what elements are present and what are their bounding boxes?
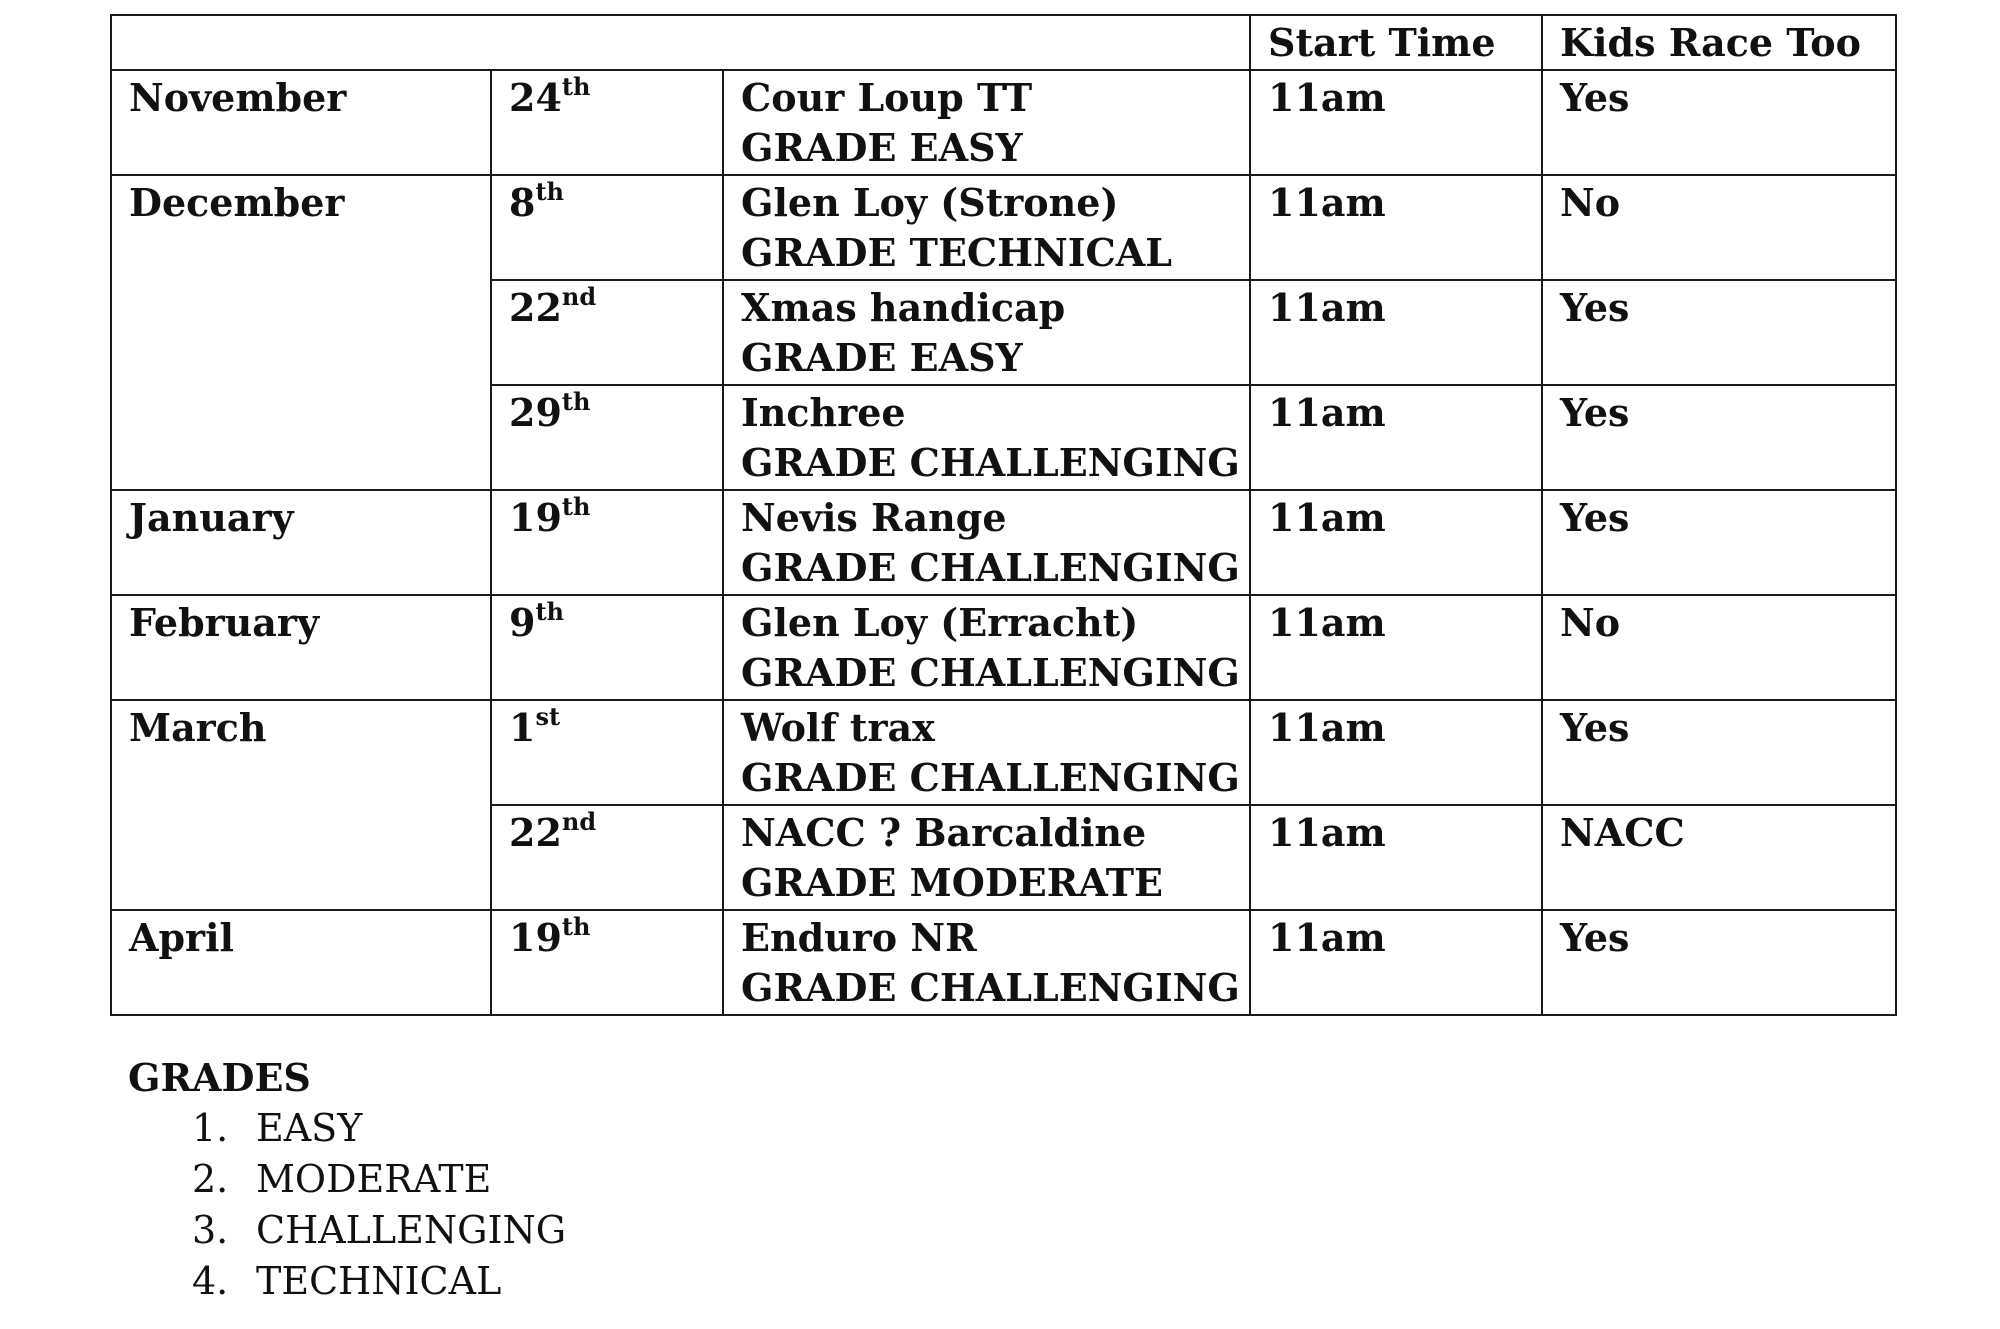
table-header-row <box>111 15 1896 70</box>
event-name: Glen Loy (Strone) <box>741 180 1119 225</box>
kids-race-cell: Yes <box>1542 490 1896 595</box>
kids-race-cell: No <box>1542 595 1896 700</box>
event-cell <box>723 700 1250 805</box>
event-name: Wolf trax <box>741 705 935 750</box>
event-name: Inchree <box>741 390 906 435</box>
kids-race-cell: Yes <box>1542 385 1896 490</box>
header-blank-cell <box>111 15 1250 70</box>
day-cell: 22nd <box>491 805 723 910</box>
list-item: 3. CHALLENGING <box>192 1208 567 1252</box>
start-time-cell: 11am <box>1250 385 1542 490</box>
list-item: 4. TECHNICAL <box>192 1259 502 1303</box>
table-row <box>111 490 1896 595</box>
header-kids-race: Kids Race Too <box>1542 15 1896 70</box>
event-cell <box>723 595 1250 700</box>
event-grade: GRADE MODERATE <box>741 860 1163 905</box>
table-row <box>111 700 1896 805</box>
event-name: Xmas handicap <box>741 285 1066 330</box>
day-cell: 29th <box>491 385 723 490</box>
kids-race-cell: Yes <box>1542 70 1896 175</box>
day-cell: 8th <box>491 175 723 280</box>
month-cell: April <box>111 910 491 1015</box>
table-row <box>111 910 1896 1015</box>
header-start-time: Start Time <box>1250 15 1542 70</box>
event-grade: GRADE EASY <box>741 335 1023 380</box>
day-cell: 9th <box>491 595 723 700</box>
event-name: Glen Loy (Erracht) <box>741 600 1139 645</box>
day-cell: 1st <box>491 700 723 805</box>
list-item: 2. MODERATE <box>192 1157 492 1201</box>
event-name: Nevis Range <box>741 495 1007 540</box>
month-cell: November <box>111 70 491 175</box>
table-row <box>111 175 1896 280</box>
event-cell <box>723 385 1250 490</box>
month-cell: January <box>111 490 491 595</box>
event-cell <box>723 910 1250 1015</box>
kids-race-cell: Yes <box>1542 700 1896 805</box>
start-time-cell: 11am <box>1250 280 1542 385</box>
event-cell <box>723 280 1250 385</box>
event-grade: GRADE CHALLENGING <box>741 545 1240 590</box>
month-cell: March <box>111 700 491 910</box>
kids-race-cell: Yes <box>1542 280 1896 385</box>
month-cell: February <box>111 595 491 700</box>
event-name: Enduro NR <box>741 915 977 960</box>
event-cell <box>723 490 1250 595</box>
start-time-cell: 11am <box>1250 490 1542 595</box>
event-grade: GRADE TECHNICAL <box>741 230 1173 275</box>
grades-title: GRADES <box>128 1055 311 1100</box>
day-cell: 24th <box>491 70 723 175</box>
list-item: 1. EASY <box>192 1106 363 1150</box>
event-cell <box>723 805 1250 910</box>
race-schedule-table <box>110 14 1897 1016</box>
event-grade: GRADE EASY <box>741 125 1023 170</box>
event-name: Cour Loup TT <box>741 75 1033 120</box>
kids-race-cell: NACC <box>1542 805 1896 910</box>
table-row <box>111 595 1896 700</box>
start-time-cell: 11am <box>1250 70 1542 175</box>
grades-legend <box>128 1052 566 1307</box>
kids-race-cell: No <box>1542 175 1896 280</box>
kids-race-cell: Yes <box>1542 910 1896 1015</box>
table-row <box>111 70 1896 175</box>
event-grade: GRADE CHALLENGING <box>741 440 1240 485</box>
start-time-cell: 11am <box>1250 910 1542 1015</box>
start-time-cell: 11am <box>1250 175 1542 280</box>
day-cell: 19th <box>491 490 723 595</box>
event-cell <box>723 175 1250 280</box>
day-cell: 19th <box>491 910 723 1015</box>
start-time-cell: 11am <box>1250 595 1542 700</box>
grades-list <box>128 1103 566 1307</box>
event-grade: GRADE CHALLENGING <box>741 965 1240 1010</box>
start-time-cell: 11am <box>1250 805 1542 910</box>
event-grade: GRADE CHALLENGING <box>741 755 1240 800</box>
event-grade: GRADE CHALLENGING <box>741 650 1240 695</box>
month-cell: December <box>111 175 491 490</box>
start-time-cell: 11am <box>1250 700 1542 805</box>
day-cell: 22nd <box>491 280 723 385</box>
event-cell <box>723 70 1250 175</box>
event-name: NACC ? Barcaldine <box>741 810 1147 855</box>
